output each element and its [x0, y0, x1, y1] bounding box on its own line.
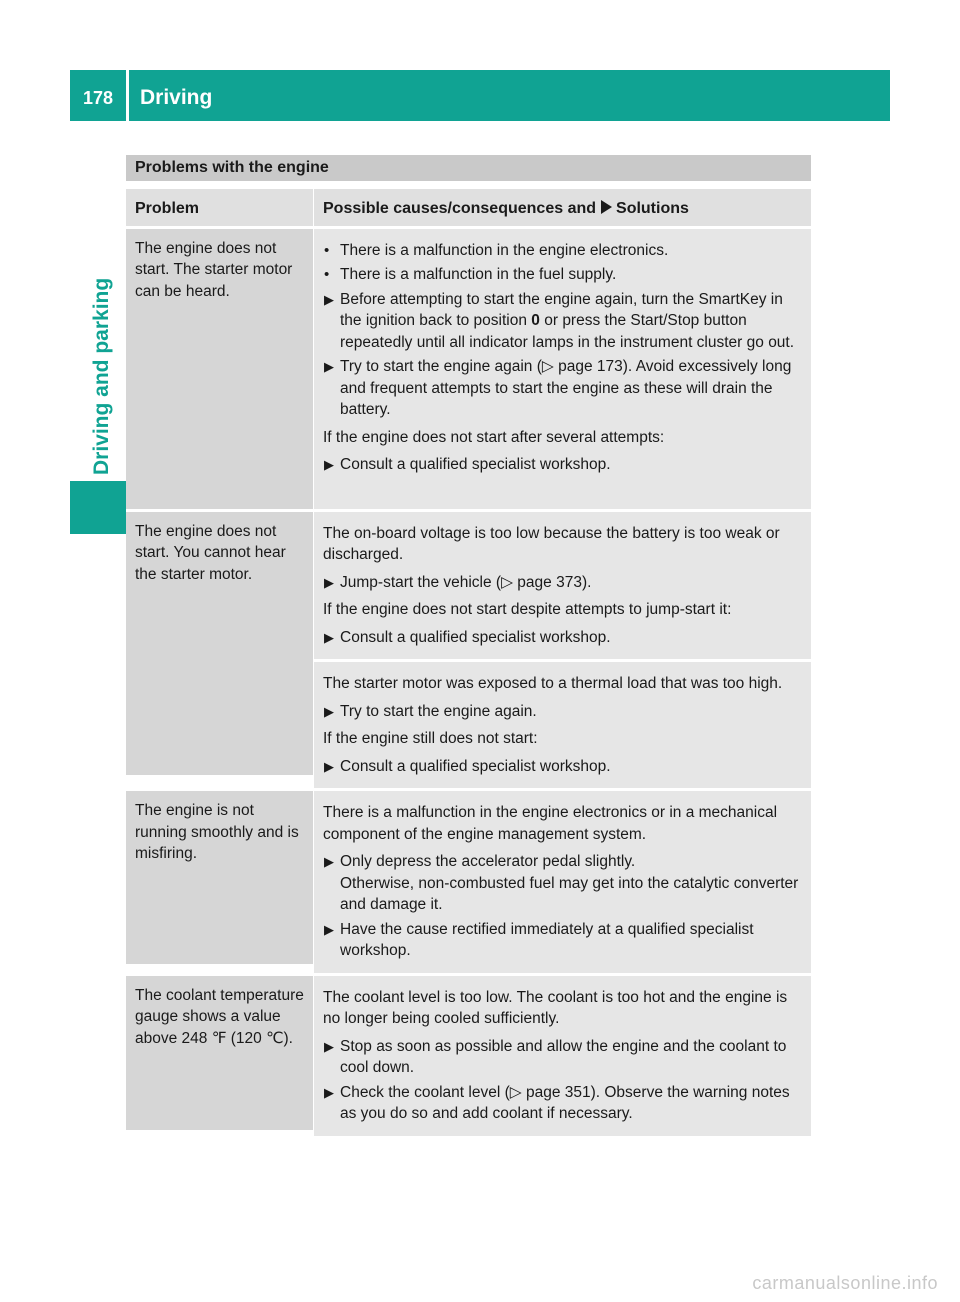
table-title: Problems with the engine	[126, 155, 811, 181]
action-step: ▶ Consult a qualified specialist workshop.	[323, 627, 805, 649]
paragraph: The starter motor was exposed to a thermal load that was too high.	[323, 675, 783, 692]
step-arrow-icon: ▶	[324, 359, 334, 374]
problem-cell: The engine is not running smoothly and is misfiring.	[126, 791, 313, 964]
step-arrow-icon: ▶	[324, 1038, 334, 1054]
table-row	[126, 976, 811, 1136]
page-reference-text: Try to start the engine again (▷ page 173). Avoid excessively long and frequent attempts to start the engine as these will drain the battery.	[340, 358, 792, 418]
bullet-icon: •	[324, 241, 330, 259]
action-step: ▶ Try to start the engine again.	[323, 701, 805, 723]
paragraph: If the engine does not start despite attempts to jump-start it:	[323, 601, 732, 618]
table-row	[126, 791, 811, 973]
step-arrow-icon: ▶	[324, 291, 334, 307]
action-step: ▶ Check the coolant level (▷ page 351). Observe the warning notes as you do so and add coolant if necessary.	[323, 1082, 805, 1125]
page-header	[70, 70, 890, 121]
list-item: • There is a malfunction in the fuel supply.	[323, 264, 805, 286]
table-header-row	[126, 189, 811, 226]
paragraph: If the engine does not start after several attempts:	[323, 428, 665, 446]
step-arrow-icon: ▶	[324, 703, 334, 719]
bullet-icon: •	[324, 266, 330, 283]
table-row	[126, 229, 811, 509]
problems-table	[126, 189, 811, 1139]
problem-cell: The engine does not start. You cannot hear the starter motor.	[126, 512, 313, 775]
step-arrow-icon: ▶	[324, 854, 334, 869]
action-step: ▶ Consult a qualified specialist workshop.	[323, 756, 805, 778]
paragraph: If the engine still does not start:	[323, 730, 538, 747]
solution-cell	[314, 791, 811, 973]
step-arrow-icon: ▶	[324, 629, 334, 645]
solution-cell	[314, 512, 811, 660]
action-step: ▶ Consult a qualified specialist workshop.	[323, 454, 805, 476]
step-arrow-icon: ▶	[324, 457, 334, 472]
side-tab-label: Driving and parking	[90, 277, 113, 475]
paragraph: The on-board voltage is too low because the battery is too weak or discharged.	[323, 524, 780, 563]
table-row	[126, 512, 811, 789]
step-arrow-icon: ▶	[324, 1084, 334, 1100]
column-header-solutions: Possible causes/consequences and Solutions	[314, 189, 811, 226]
action-step: ▶ Only depress the accelerator pedal slightly. Otherwise, non-combusted fuel may get into the catalytic converter and damage it.	[323, 851, 805, 916]
action-step: ▶ Have the cause rectified immediately at a qualified specialist workshop.	[323, 919, 805, 962]
page-number: 178	[82, 88, 114, 108]
step-arrow-icon: ▶	[324, 921, 334, 937]
side-tab-marker	[70, 481, 126, 534]
step-arrow-icon: ▶	[324, 574, 334, 590]
step-arrow-icon: ▶	[324, 758, 334, 774]
action-step	[323, 356, 805, 421]
problem-cell: The engine does not start. The starter motor can be heard.	[126, 229, 313, 509]
problem-cell: The coolant temperature gauge shows a value above 248 ℉ (120 ℃).	[126, 976, 313, 1130]
column-header-problem: Problem	[126, 189, 313, 226]
list-item: • There is a malfunction in the engine electronics.	[323, 240, 805, 262]
action-step: ▶ Jump-start the vehicle (▷ page 373).	[323, 572, 805, 594]
action-step: ▶ Stop as soon as possible and allow the engine and the coolant to cool down.	[323, 1036, 805, 1079]
paragraph: The coolant level is too low. The coolant is too hot and the engine is no longer being cooled sufficiently.	[323, 988, 788, 1027]
action-step: ▶ Before attempting to start the engine again, turn the SmartKey in the ignition back to position 0 or press the Start/Stop button repeatedly until all indicator lamps in the instrument cluster go out.	[323, 289, 805, 354]
action-arrow-icon	[601, 200, 612, 214]
solution-cell	[314, 662, 811, 788]
solution-cell	[314, 976, 811, 1136]
section-title: Driving	[140, 85, 213, 109]
paragraph: There is a malfunction in the engine electronics or in a mechanical component of the engine management system.	[323, 804, 778, 843]
solution-cell	[314, 229, 811, 509]
watermark: carmanualsonline.info	[752, 1273, 938, 1293]
